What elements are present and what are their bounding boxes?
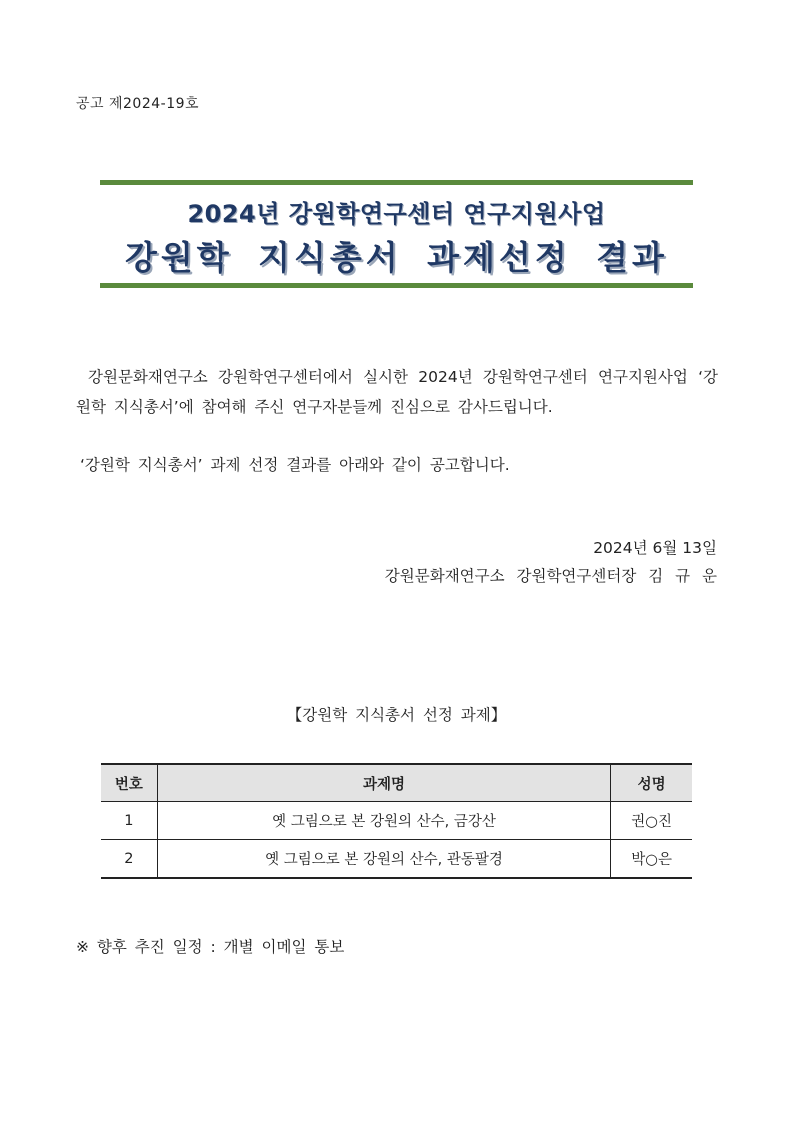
header-name: 성명	[611, 764, 692, 802]
table-header-row	[101, 764, 692, 802]
body-paragraph-1: 강원문화재연구소 강원학연구센터에서 실시한 2024년 강원학연구센터 연구지원사업 ‘강원학 지식총서’에 참여해 주신 연구자분들께 진심으로 감사드립니다.	[76, 368, 718, 416]
cell-project-title: 옛 그림으로 본 강원의 산수, 금강산	[157, 802, 610, 840]
title-top-rule	[100, 180, 693, 185]
title-block	[100, 180, 693, 288]
cell-project-title: 옛 그림으로 본 강원의 산수, 관동팔경	[157, 840, 610, 879]
cell-number: 2	[101, 840, 157, 879]
cell-name: 권○진	[611, 802, 692, 840]
footer-note: ※ 향후 추진 일정 : 개별 이메일 통보	[76, 938, 345, 956]
announcement-date: 2024년 6월 13일	[593, 539, 717, 557]
section-heading: 【강원학 지식총서 선정 과제】	[286, 706, 507, 724]
table-row	[101, 840, 692, 879]
body-paragraph-2: ‘강원학 지식총서’ 과제 선정 결과를 아래와 같이 공고합니다.	[80, 456, 510, 474]
cell-number: 1	[101, 802, 157, 840]
header-number: 번호	[101, 764, 157, 802]
signer: 강원문화재연구소 강원학연구센터장 김 규 운	[384, 567, 717, 585]
cell-name: 박○은	[611, 840, 692, 879]
title-bottom-rule	[100, 283, 693, 288]
title-line-2: 강원학 지식총서 과제선정 결과	[125, 238, 668, 277]
table-row	[101, 802, 692, 840]
notice-number: 공고 제2024-19호	[76, 96, 200, 112]
selected-projects-table	[101, 763, 692, 879]
header-project-title: 과제명	[157, 764, 610, 802]
title-line-1: 2024년 강원학연구센터 연구지원사업	[187, 200, 606, 228]
